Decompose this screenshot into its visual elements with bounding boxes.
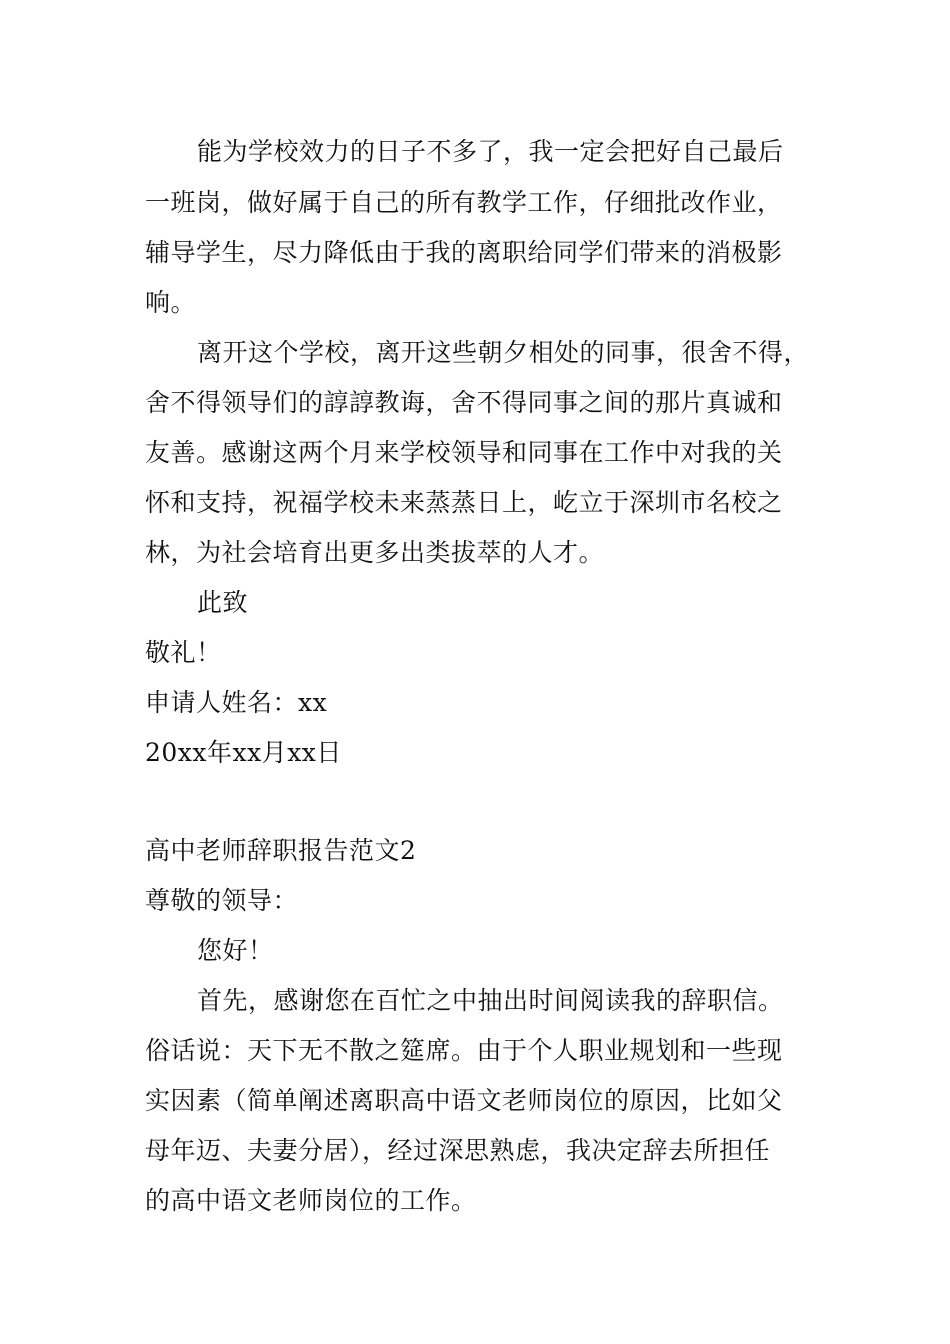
paragraph-line: 辅导学生，尽力降低由于我的离职给同学们带来的消极影 (145, 238, 783, 267)
paragraph-line: 离开这个学校，离开这些朝夕相处的同事，很舍不得， (197, 338, 810, 367)
paragraph-line: 能为学校效力的日子不多了，我一定会把好自己最后 (197, 137, 784, 166)
greeting-text: 尊敬的领导： (145, 886, 299, 915)
paragraph-line: 一班岗，做好属于自己的所有教学工作，仔细批改作业， (145, 188, 783, 217)
paragraph-line: 友善。感谢这两个月来学校领导和同事在工作中对我的关 (145, 438, 783, 467)
paragraph-line: 舍不得领导们的諄諄教诲，舍不得同事之间的那片真诚和 (145, 388, 783, 417)
paragraph-line: 林，为社会培育出更多出类拔萃的人才。 (145, 538, 605, 567)
hello-text: 您好！ (197, 936, 274, 965)
paragraph-line: 的高中语文老师岗位的工作。 (145, 1186, 477, 1215)
section-title: 高中老师辞职报告范文2 (145, 836, 417, 865)
paragraph-line: 首先，感谢您在百忙之中抽出时间阅读我的辞职信。 (197, 986, 784, 1015)
paragraph-line: 俗话说：天下无不散之筵席。由于个人职业规划和一些现 (145, 1036, 783, 1065)
closing-text: 此致 (197, 588, 249, 617)
paragraph-line: 怀和支持，祝福学校未来蒸蒸日上，屹立于深圳市名校之 (145, 488, 783, 517)
applicant-name: 申请人姓名：xx (145, 688, 328, 717)
paragraph-line: 实因素（简单阐述离职高中语文老师岗位的原因，比如父 (145, 1086, 783, 1115)
letter-date: 20xx年xx月xx日 (145, 738, 342, 767)
paragraph-line: 响。 (145, 288, 197, 317)
salute-text: 敬礼！ (145, 638, 222, 667)
paragraph-line: 母年迈、夫妻分居），经过深思熟虑，我决定辞去所担任 (145, 1136, 771, 1165)
